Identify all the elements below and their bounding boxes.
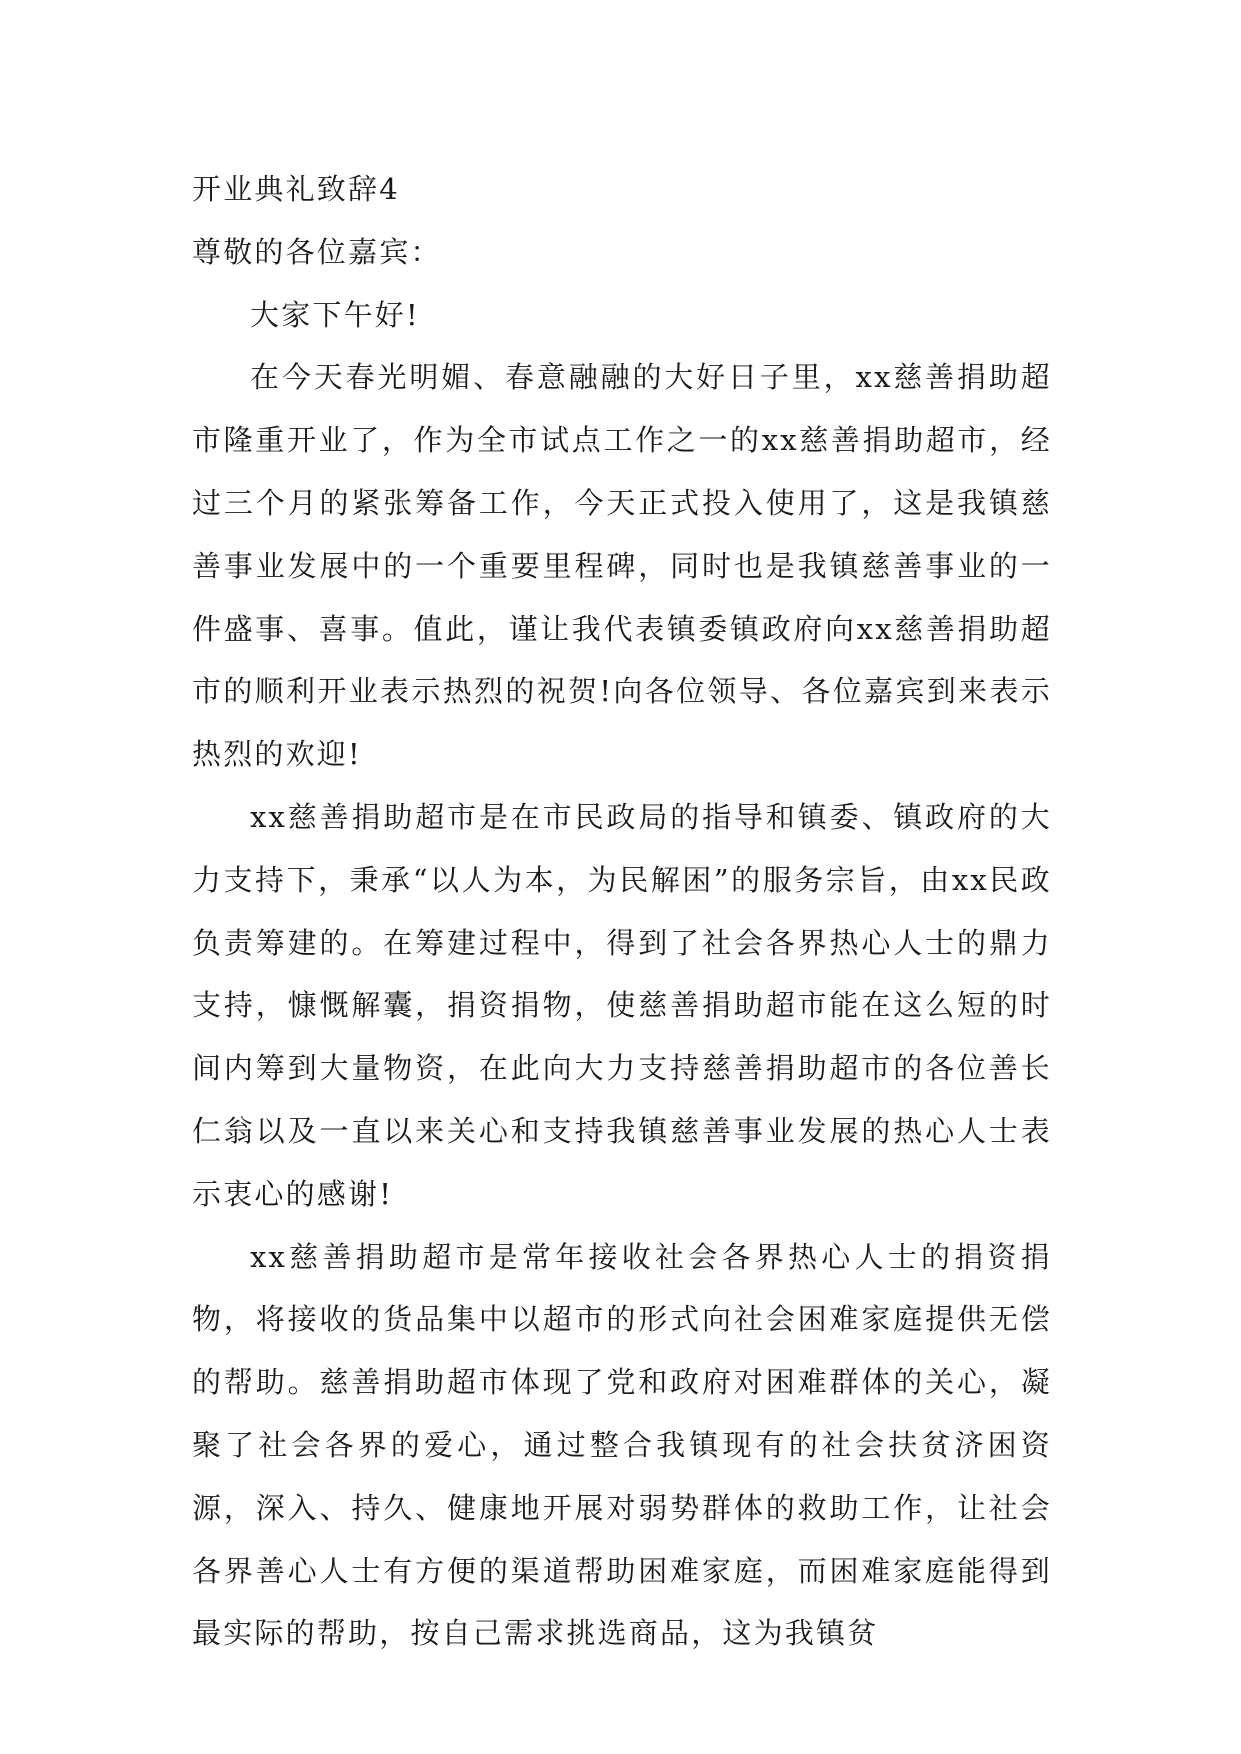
salutation: 尊敬的各位嘉宾： [192,234,442,269]
document-body [192,158,1052,1665]
paragraph-1: 在今天春光明媚、春意融融的大好日子里，xx慈善捐助超市隆重开业了，作为全市试点工作之一的xx慈善捐助超市，经过三个月的紧张筹备工作，今天正式投入使用了，这是我镇慈善事业发展中的一个重要里程碑，同时也是我镇慈善事业的一件盛事、喜事。值此，谨让我代表镇委镇政府向xx慈善捐助超市的顺利开业表示热烈的祝贺!向各位领导、各位嘉宾到来表示热烈的欢迎! [192,360,1052,772]
document-title: 开业典礼致辞4 [192,172,400,206]
paragraph-2: xx慈善捐助超市是在市民政局的指导和镇委、镇政府的大力支持下，秉承“以人为本，为民解困”的服务宗旨，由xx民政负责筹建的。在筹建过程中，得到了社会各界热心人士的鼎力支持，慷慨解囊，捐资捐物，使慈善捐助超市能在这么短的时间内筹到大量物资，在此向大力支持慈善捐助超市的各位善长仁翁以及一直以来关心和支持我镇慈善事业发展的热心人士表示衷心的感谢! [192,799,1052,1211]
greeting: 大家下午好! [250,297,420,332]
paragraph-3: xx慈善捐助超市是常年接收社会各界热心人士的捐资捐物，将接收的货品集中以超市的形式向社会困难家庭提供无偿的帮助。慈善捐助超市体现了党和政府对困难群体的关心，凝聚了社会各界的爱心，通过整合我镇现有的社会扶贫济困资源，深入、持久、健康地开展对弱势群体的救助工作，让社会各界善心人士有方便的渠道帮助困难家庭，而困难家庭能得到最实际的帮助，按自己需求挑选商品，这为我镇贫 [192,1239,1052,1651]
